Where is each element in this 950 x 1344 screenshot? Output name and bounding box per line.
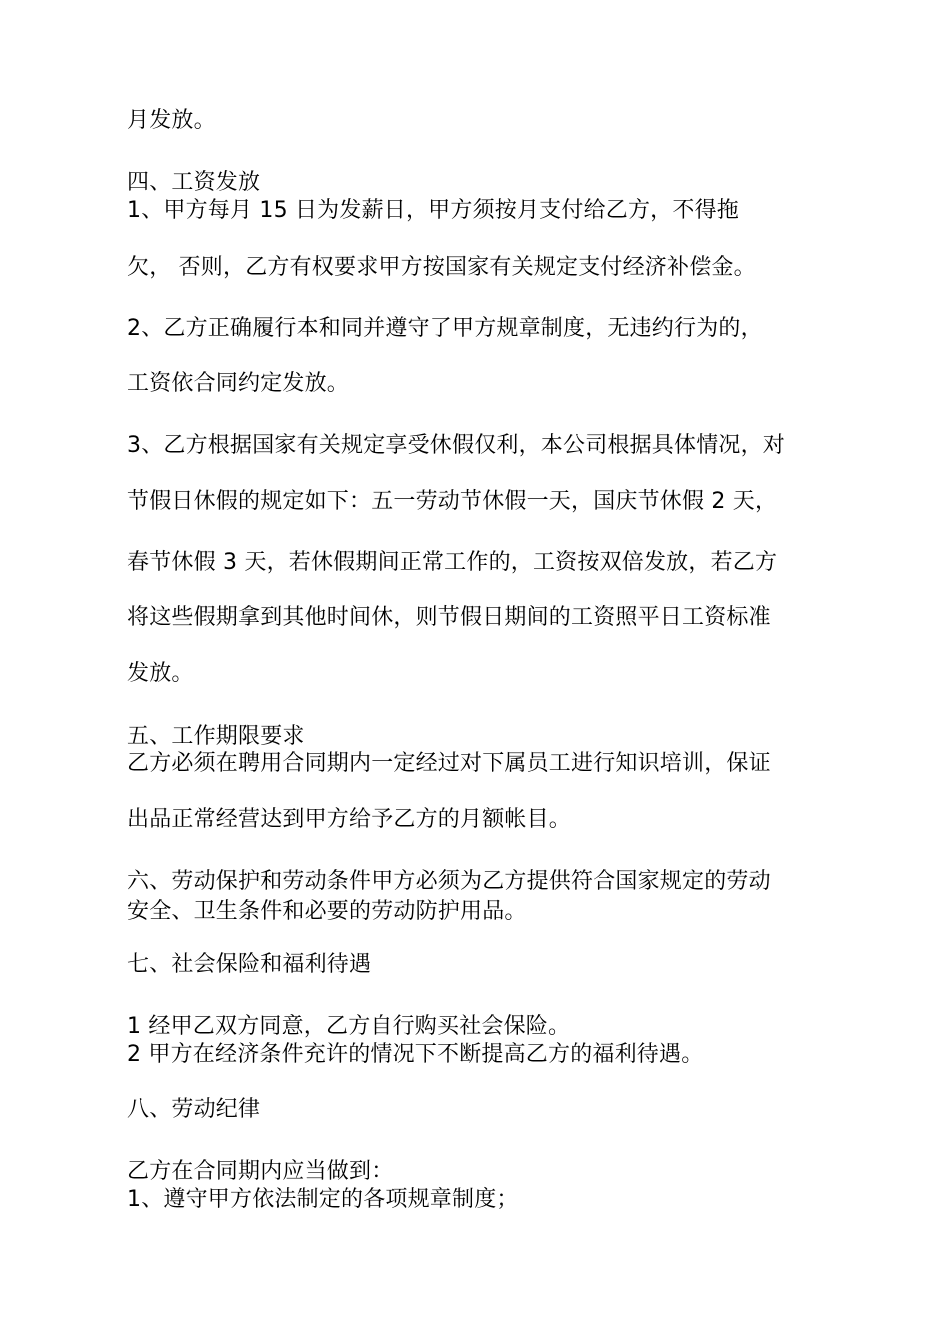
- text-line: 春节休假 3 天，若休假期间正常工作的，工资按双倍发放，若乙方: [127, 550, 778, 575]
- section-heading: 四、工资发放: [127, 170, 261, 195]
- text-line: 节假日休假的规定如下：五一劳动节休假一天，国庆节休假 2 天，: [127, 489, 778, 514]
- text-line: 欠， 否则，乙方有权要求甲方按国家有关规定支付经济补偿金。: [127, 255, 756, 280]
- text-line: 2、乙方正确履行本和同并遵守了甲方规章制度，无违约行为的，: [127, 316, 763, 341]
- text-line: 1 经甲乙双方同意，乙方自行购买社会保险。: [127, 1014, 571, 1039]
- text-line: 出品正常经营达到甲方给予乙方的月额帐目。: [127, 807, 572, 832]
- text-line: 2 甲方在经济条件充许的情况下不断提高乙方的福利待遇。: [127, 1042, 704, 1067]
- text-line: 将这些假期拿到其他时间休，则节假日期间的工资照平日工资标准: [127, 605, 771, 630]
- text-line: 工资依合同约定发放。: [127, 371, 350, 396]
- text-line: 月发放。: [127, 108, 216, 133]
- text-line: 1、甲方每月 15 日为发薪日，甲方须按月支付给乙方，不得拖: [127, 198, 739, 223]
- text-line: 乙方在合同期内应当做到：: [127, 1159, 394, 1184]
- section-heading: 八、劳动纪律: [127, 1097, 261, 1122]
- section-heading: 六、劳动保护和劳动条件甲方必须为乙方提供符合国家规定的劳动: [127, 869, 771, 894]
- text-line: 乙方必须在聘用合同期内一定经过对下属员工进行知识培训，保证: [127, 751, 771, 776]
- section-heading: 五、工作期限要求: [127, 724, 305, 749]
- text-line: 3、乙方根据国家有关规定享受休假仅利，本公司根据具体情况，对: [127, 433, 785, 458]
- text-line: 发放。: [127, 661, 194, 686]
- section-heading: 七、社会保险和福利待遇: [127, 952, 372, 977]
- text-line: 安全、卫生条件和必要的劳动防护用品。: [127, 899, 527, 924]
- text-line: 1、遵守甲方依法制定的各项规章制度；: [127, 1187, 519, 1212]
